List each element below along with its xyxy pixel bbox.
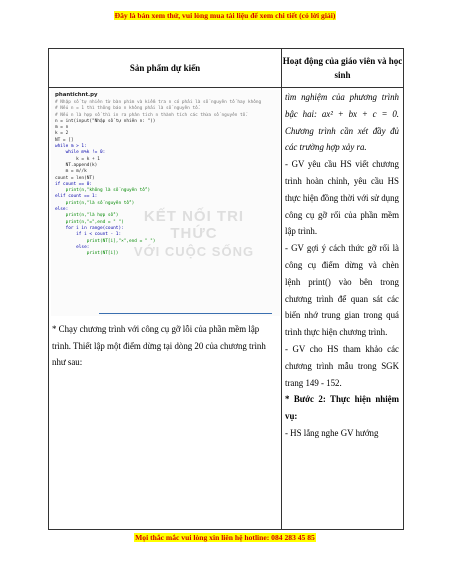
code-screenshot (51, 90, 280, 316)
code-line: # Nếu n là hợp số thì in ra phân tích n thành tích các thừa số nguyên tố. (55, 112, 248, 118)
code-line: while m > 1: (55, 144, 87, 150)
code-line: elif count == 1: (55, 194, 98, 200)
header-divider (49, 87, 403, 88)
code-line: print(n,"không là số nguyên tố") (55, 188, 151, 194)
code-line: else: (55, 244, 90, 250)
step-2-heading: * Bước 2: Thực hiện nhiệm vụ: (285, 394, 399, 422)
code-line: NT = [] (55, 137, 74, 143)
code-line: k = k + 1 (55, 156, 100, 162)
code-line: print(n,"là số nguyên tố") (55, 200, 135, 206)
code-line: else: (55, 207, 69, 213)
debug-instruction-text: * Chạy chương trình với công cụ gỡ lỗi của phần mềm lập trình. Thiết lập một điểm dừng tại dòng 20 của chương trình như sau: (52, 324, 266, 367)
code-line: count = len(NT) (55, 175, 95, 181)
code-line: # Nếu n = 1 thì thông báo n không phải là số nguyên tố. (55, 106, 201, 112)
code-line: NT.append(k) (55, 162, 98, 168)
code-line: print(n,"=",end = " ") (55, 219, 124, 225)
preview-notice-text: Đây là bản xem thử, vui lòng mua tài liệu để xem chi tiết (có lời giải) (114, 11, 336, 20)
code-line: # Nhập số tự nhiên từ bàn phím và kiểm tra n có phải là số nguyên tố hay không (55, 100, 262, 105)
code-line: print(n,"là hợp số") (55, 213, 119, 219)
header-teacher-student-activity: Hoạt động của giáo viên và học sinh (282, 55, 403, 80)
hotline-text: Mọi thắc mắc vui lòng xin liên hệ hotline: 084 283 45 85 (135, 533, 315, 542)
task-description: tìm nghiệm của phương trình bậc hai: ax² + bx + c = 0. Chương trình cần xét đầy đủ các trường hợp xảy ra. (285, 92, 399, 153)
column-divider (281, 49, 282, 529)
teacher-reference: - GV cho HS tham khảo các chương trình mẫu trong SGK trang 149 - 152. (285, 343, 399, 388)
watermark-line-1: KẾT NỐI TRI THỨC (143, 208, 245, 242)
code-line: print(NT[i],"×",end = " ") (55, 238, 156, 244)
activity-column (285, 89, 399, 442)
teacher-hint: - GV gợi ý cách thức gỡ rối là công cụ điểm dừng và chèn lệnh print() vào bên trong chương trình để quan sát các biến nhớ trung gian trong quá trình thực hiện chương trình. (285, 243, 399, 338)
code-line: for i in range(count): (55, 225, 124, 231)
code-underline (99, 313, 272, 314)
code-line: k = 2 (55, 131, 69, 137)
teacher-request: - GV yêu cầu HS viết chương trình hoàn chỉnh, yêu cầu HS thực hiện đồng thời với sử dụng công cụ gỡ rối của phần mềm lập trình. (285, 159, 399, 237)
header-expected-product: Sản phẩm dự kiến (129, 63, 201, 73)
hotline-banner (0, 533, 450, 542)
code-line: if count == 0: (55, 181, 93, 187)
code-line: print(NT[i]) (55, 251, 119, 257)
code-line: if i < count - 1: (55, 232, 122, 238)
code-line: m = n (55, 125, 69, 131)
preview-notice-banner (0, 11, 450, 20)
code-filename: phantichnt.py (55, 92, 98, 98)
watermark-line-2: VỚI CUỘC SỐNG (133, 244, 255, 259)
code-line: m = m//k (55, 169, 87, 175)
code-listing (55, 100, 261, 257)
code-line: n = int(input("Nhập số tự nhiên n: ")) (55, 118, 156, 124)
student-activity: - HS lắng nghe GV hướng (285, 427, 379, 438)
lesson-table (48, 48, 404, 530)
code-line: while m%k != 0: (55, 150, 106, 156)
